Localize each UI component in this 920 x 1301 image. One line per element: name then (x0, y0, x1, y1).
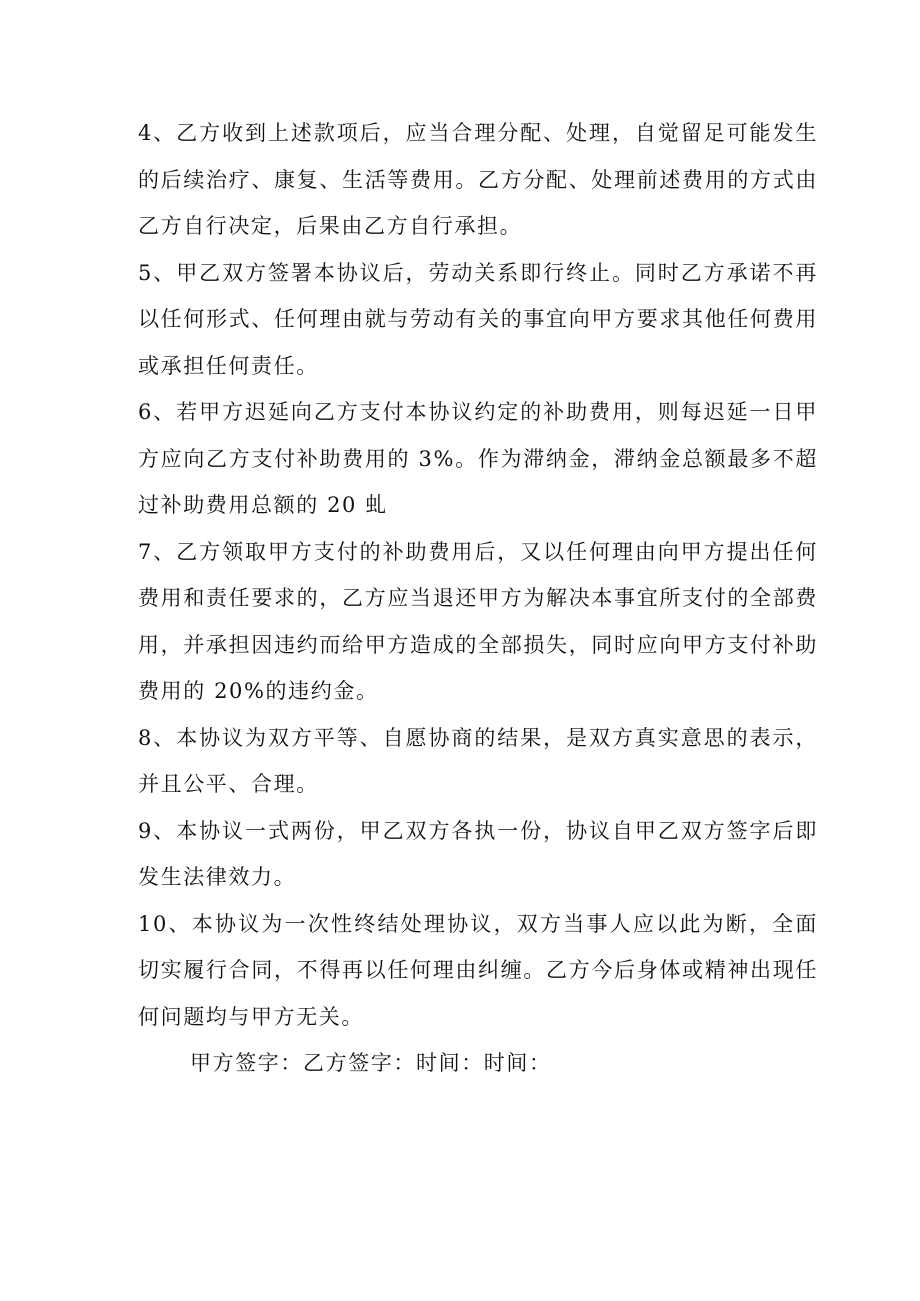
clause-7: 7、乙方领取甲方支付的补助费用后，又以任何理由向甲方提出任何费用和责任要求的，乙方应当退还甲方为解决本事宜所支付的全部费用，并承担因违约而给甲方造成的全部损失，同时应向甲方支付补助费用的 20%的违约金。 (138, 539, 818, 703)
clause-5: 5、甲乙双方签署本协议后，劳动关系即行终止。同时乙方承诺不再以任何形式、任何理由就与劳动有关的事宜向甲方要求其他任何费用或承担任何责任。 (138, 260, 818, 378)
clause-6: 6、若甲方迟延向乙方支付本协议约定的补助费用，则每迟延一日甲方应向乙方支付补助费用的 3%。作为滞纳金，滞纳金总额最多不超过补助费用总额的 20 虬 (138, 400, 818, 517)
signature-line: 甲方签字：乙方签字：时间：时间： (190, 1051, 552, 1075)
clause-4: 4、乙方收到上述款项后，应当合理分配、处理，自觉留足可能发生的后续治疗、康复、生活等费用。乙方分配、处理前述费用的方式由乙方自行决定，后果由乙方自行承担。 (138, 121, 818, 238)
clause-10: 10、本协议为一次性终结处理协议，双方当事人应以此为断，全面切实履行合同，不得再以任何理由纠缠。乙方今后身体或精神出现任何问题均与甲方无关。 (138, 911, 818, 1029)
agreement-body (138, 110, 818, 1087)
clause-9: 9、本协议一式两份，甲乙双方各执一份，协议自甲乙双方签字后即发生法律效力。 (138, 818, 818, 889)
clause-8: 8、本协议为双方平等、自愿协商的结果，是双方真实意思的表示，并且公平、合理。 (138, 725, 818, 796)
